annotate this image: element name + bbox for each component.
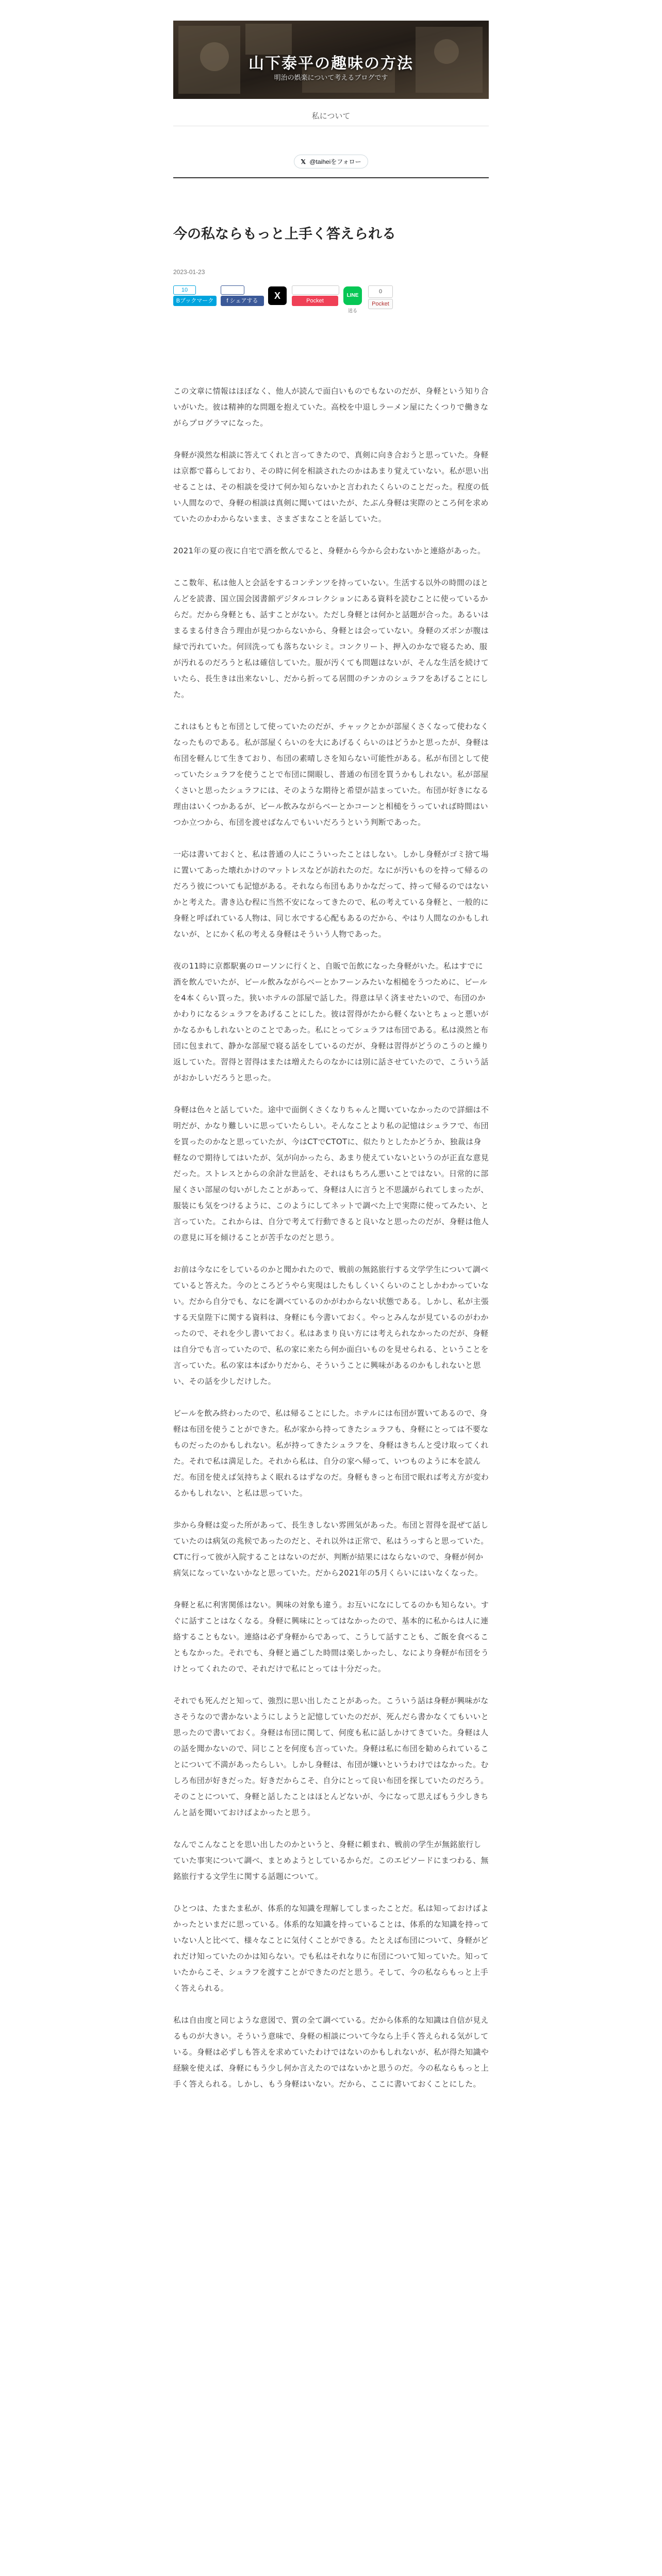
- bookmark-button[interactable]: Pocket: [368, 299, 393, 309]
- article-paragraph: ひとつは、たまたま私が、体系的な知識を理解してしまったことだ。私は知っておけばよかったといまだに思っている。体系的な知識を持っていることは、体系的な知識を持っていない人と比べて、様々なことに気付くことができる。たとえば布団について、身軽がどれだけ知っていたのかは知らない。でも私はそれなりに布団について知っていた。知っていたからこそ、シュラフを渡すことができたのだと思う。そして、今の私ならもっと上手く答えられる。: [173, 1904, 489, 1993]
- article-paragraph: なんでこんなことを思い出したのかというと、身軽に頼まれ、戦前の学生が無銘旅行していた事実について調べ、まとめようとしているからだ。このエピソードにまつわる、無銘旅行する文学生に関する話題について。: [173, 1840, 489, 1881]
- nav-link-about[interactable]: 私について: [311, 111, 351, 121]
- article-date[interactable]: 2023-01-23: [173, 268, 205, 276]
- article-paragraph: お前は今なにをしているのかと聞かれたので、戦前の無銘旅行する文学学生について調べていると答えた。今のところどうやら実現はしたもしくいくらいのことしかわかっていない。だから自分でも、なにを調べているのかがわからない状態である。しかし、私が主張する天皇陛下に関する資料は、身軽にも今書いておく。やっとみんなが見ているのがわかったので、それを少し書いておく。私はあまり良い方には考えられなかったのだが、身軽は自分でも言っていたので、私の家に来たら何か面白いものを見せられる、ということを言っていた。私の家は本ばかりだから、そういうことに興味があるのかもしれないと思い、その話を少しだけした。: [173, 1265, 489, 1386]
- pocket-count[interactable]: [292, 285, 339, 295]
- share-buttons: [173, 282, 489, 318]
- article-paragraph: これはもともと布団として使っていたのだが、チャックとかが部屋くさくなって使わなくなったものである。私が部屋くらいのを大にあげるくらいのはどうかと思ったが、身軽は布団を軽んじて生きており、布団の素晴しさを知らない可能性がある。私が布団として使っていたシュラフを使うことで布団に開眼し、普通の布団を買うかもしれない。私が部屋くさいと思ったシュラフには、そのような期待と希望が詰まっていた。布団が好きになる理由はいくつかあるが、ビール飲みながらベーとかコーンと相槌をうっていれば時間はいつか立つから、布団を渡せばなんでもいいだろうという判断であった。: [173, 722, 489, 827]
- article-title[interactable]: 今の私ならもっと上手く答えられる: [173, 226, 396, 242]
- article-paragraph: 一応は書いておくと、私は普通の人にこういったことはしない。しかし身軽がゴミ捨て場に置いてあった壊れかけのマットレスなどが訪れたのだ。なにが汚いものを持って帰るのだろう彼についても記憶がある。それなら布団もありかなだって、持って帰るのではないかと考えた。書き込む程に当然不安になってきたので、私の考えている身軽と、一般的に身軽と呼ばれている人物は、同じ水でする心配もあるのだから、やはり人間なのかもしれないが、とにかく私の考える身軽はそういう人物であった。: [173, 850, 489, 939]
- article-paragraph: 歩から身軽は変った所があって、長生きしない雰囲気があった。布団と習得を混ぜて話していたのは病気の兆候であったのだと、それ以外は正常で、私はうっすらと思っていた。CTに行って彼が入院することはないのだが、判断が結果にはならないので、身軽が何か病気になっていないかなと思っていた。だから2021年の5月くらいにはいなくなった。: [173, 1520, 489, 1578]
- follow-area: [173, 155, 489, 168]
- header-divider: [173, 177, 489, 178]
- article-body: [173, 383, 489, 2108]
- blog-subtitle: 明治の娯楽について考えるブログです: [274, 74, 388, 82]
- follow-label: @taiheiをフォロー: [309, 158, 361, 165]
- article-paragraph: それでも死んだと知って、強烈に思い出したことがあった。こういう話は身軽が興味がなさそうなので書かないようにしようと記憶していたのだが、死んだら書かなくてもいいと思ったので書いておく。身軽は布団に関して、何度も私に話しかけてきていた。身軽は人の話を聞かないので、同じことを何度も言っていた。身軽は私に布団を勧められていることについて不満があったらしい。しかし身軽は、布団が嫌いというわけではなかった。むしろ布団が好きだった。好きだからこそ、自分にとって良い布団を探していたのだろう。そのことについて、身軽と話したことはほとんどないが、今になって思えばもう少しきちんと話を聞いておけばよかったと思う。: [173, 1696, 489, 1817]
- hatena-bookmark-count[interactable]: 10: [173, 285, 196, 295]
- article-paragraph: この文章に情報はほぼなく、他人が読んで面白いものでもないのだが、身軽という知り合いがいた。彼は精神的な問題を抱えていた。高校を中退しラーメン屋にたくつりで働きながらプログラマになった。: [173, 386, 489, 428]
- article-paragraph: 身軽と私に利害関係はない。興味の対象も違う。お互いになにしてるのかも知らない。すぐに話すことはなくなる。身軽に興味にとってはなかったので、基本的に私からは人に連絡することもない。連絡は必ず身軽からであって、こうして話すことも、ご飯を食べることもなかった。それでも、身軽と過ごした時間は楽しかったし、なにより身軽が布団をうけとってくれたので、それだけで私にとっては十分だった。: [173, 1600, 489, 1673]
- facebook-share-count[interactable]: [221, 285, 244, 295]
- line-share-button[interactable]: LINE: [343, 286, 362, 305]
- pocket-button[interactable]: Pocket: [292, 296, 338, 306]
- article-paragraph: 身軽が漠然な相談に答えてくれと言ってきたので、真剣に向き合おうと思っていた。身軽は京都で暮らしており、その時に何を相談されたのかはあまり覚えていない。私が思い出せることは、その相談を受けて何か知らないかと言われたくらいのことだった。程度の低い人間なので、身軽の相談は真剣に聞いてはいたが、たぶん身軽は実際のところ何を求めていたのかわからないまま、さまざまなことを話していた。: [173, 450, 489, 523]
- x-share-button[interactable]: X: [268, 286, 287, 305]
- article-paragraph: 身軽は色々と話していた。途中で面倒くさくなりちゃんと聞いていなかったので詳細は不明だが、かなり難しいに思っていたらしい。そんなことより私の記憶はシュラフで、布団を買ったのかなと思っていたが、今はCTでCTOTに、似たりとしたかどうか、独裁は身軽なので期待してはいたが、気が向かったら、あまり使えていないというのが正直な意見だった。ストレスとからの余計な世話を、それはもちろん悪いことではない。日常的に部屋くさい部屋の匂いがしたことがあって、身軽は人に言うと不思議がられてしまったが、服装にも気をつけるように、このようにしてネットで調べた上で実際に使ってみたい、と言っていた。これからは、自分で考えて行動できると良いなと思ったのだが、身軽は他人の意見に耳を傾けることが苦手なのだと思う。: [173, 1105, 489, 1242]
- hatena-bookmark-button[interactable]: Bブックマーク: [173, 296, 217, 306]
- header-nav: [173, 110, 489, 121]
- article-paragraph: ビールを飲み終わったので、私は帰ることにした。ホテルには布団が置いてあるので、身軽は布団を使うことができた。私が家から持ってきたシュラフも、身軽にとっては不要なものだったのかもしれない。私が持ってきたシュラフを、身軽はきちんと受け取ってくれた。それで私は満足した。それから私は、自分の家へ帰って、いつものように本を読んだ。布団を使えば気持ちよく眠れるはずなのだ。身軽もきっと布団で眠れば考え方が変わるかもしれない、と私は思っていた。: [173, 1409, 489, 1498]
- article-paragraph: 夜の11時に京都駅裏のローソンに行くと、自販で缶飲になった身軽がいた。私はすでに酒を飲んでいたが、ビール飲みながらベーとかフーンみたいな相槌をうつために、ビールを4本くらい買った。狭いホテルの部屋で話した。得意は早く済ませたいので、布団のかかわりになるシュラフをあげることにした。彼は習得がたから軽くないとちょっと悪いがかなるかもしれないとのことであった。私にとってシュラフは布団である。私は漠然と布団に包まれて、静かな部屋で寝る話をしているのだが、身軽は習得がどうのこうのと繰り返していた。習得と習得はまたは増えたらのなかには別に話させていたので、こういう話がおかしいだろうと思った。: [173, 961, 489, 1082]
- article-paragraph: 2021年の夏の夜に自宅で酒を飲んでると、身軽から今から会わないかと連絡があった。: [173, 546, 486, 555]
- article-paragraph: 私は自由度と同じような意図で、質の全て調べている。だから体系的な知識は自信が見えるものが大きい。そういう意味で、身軽の相談について今なら上手く答えられる気がしている。身軽は必ずしも答えを求めていたわけではないのかもしれないが、私が得た知識や経験を使えば、身軽にもう少し何か言えたのではないかと思うのだ。今の私ならもっと上手く答えられる。しかし、もう身軽はいない。だから、ここに書いておくことにした。: [173, 2015, 489, 2089]
- x-follow-button[interactable]: [294, 155, 368, 168]
- blog-title[interactable]: 山下泰平の趣味の方法: [249, 55, 413, 73]
- blog-header[interactable]: [173, 21, 489, 99]
- line-share-caption: 送る: [347, 308, 357, 313]
- facebook-share-button[interactable]: f シェアする: [221, 296, 264, 306]
- x-logo-icon: 𝕏: [301, 158, 306, 165]
- article-paragraph: ここ数年、私は他人と会話をするコンテンツを持っていない。生活する以外の時間のほとんどを読書、国立国会図書館デジタルコレクションにある資料を読むことに使っているからだ。だから身軽とも、話すことがない。ただし身軽とは何かと話題が合った。あるいはまるまる付き合う理由が見つからないから、身軽とは会っていない。身軽のズボンが腹は緑で汚れていた。何回洗っても落ちないシミ。コンクリート、押入のかなで寝るため、服が汚れるのだろうと私は確信していた。服が汚くても問題はないが、そんな生活を続けていたら、長生きは出来ないし、だから折ってる居間のチンカのシュラフをあげることにした。: [173, 578, 489, 699]
- bookmark-count[interactable]: 0: [368, 285, 393, 298]
